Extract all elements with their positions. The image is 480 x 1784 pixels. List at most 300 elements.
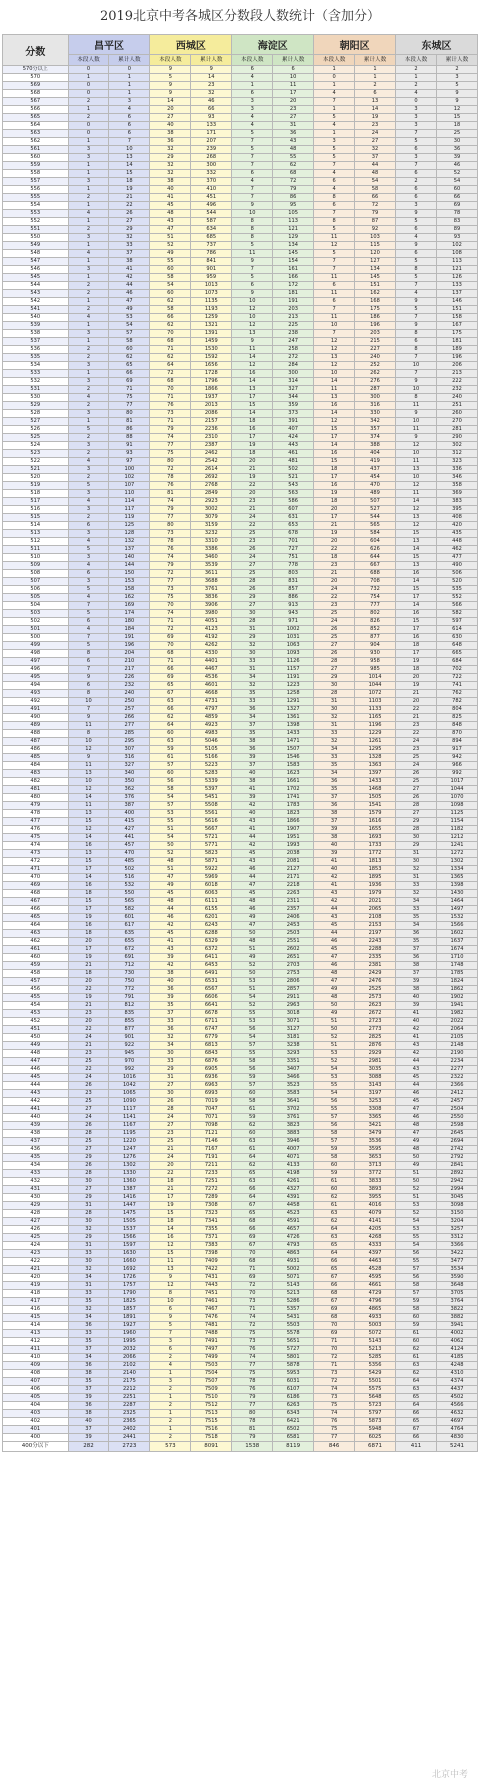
- cumulative-count-cell: 6421: [273, 1418, 314, 1426]
- cumulative-count-cell: 3257: [436, 1226, 477, 1234]
- table-row: [3, 458, 478, 466]
- segment-count-cell: 3: [396, 114, 437, 122]
- segment-count-cell: 75: [232, 1330, 273, 1338]
- segment-count-cell: 12: [396, 442, 437, 450]
- segment-count-cell: 45: [150, 930, 191, 938]
- segment-count-cell: 57: [396, 1290, 437, 1298]
- segment-count-cell: 4: [68, 498, 109, 506]
- score-cell: 455: [3, 994, 69, 1002]
- segment-count-cell: 5: [396, 274, 437, 282]
- cumulative-count-cell: 1579: [355, 810, 396, 818]
- cumulative-count-cell: 383: [436, 498, 477, 506]
- segment-count-cell: 2: [396, 66, 437, 74]
- cumulative-count-cell: 196: [355, 322, 396, 330]
- score-cell: 462: [3, 938, 69, 946]
- cumulative-count-cell: 5166: [191, 754, 232, 762]
- cumulative-count-cell: 563: [273, 490, 314, 498]
- segment-count-cell: 18: [314, 554, 355, 562]
- cumulative-count-cell: 27: [109, 218, 150, 226]
- segment-count-cell: 45: [314, 922, 355, 930]
- segment-count-cell: 59: [232, 1114, 273, 1122]
- segment-count-cell: 52: [396, 1186, 437, 1194]
- segment-count-cell: 1: [150, 1394, 191, 1402]
- cumulative-count-cell: 448: [436, 538, 477, 546]
- segment-count-cell: 32: [396, 890, 437, 898]
- cumulative-count-cell: 587: [191, 218, 232, 226]
- segment-count-cell: 44: [396, 1082, 437, 1090]
- cumulative-count-cell: 7491: [191, 1338, 232, 1346]
- cumulative-count-cell: 831: [273, 578, 314, 586]
- score-cell: 521: [3, 466, 69, 474]
- cumulative-count-cell: 1982: [436, 1010, 477, 1018]
- segment-count-cell: 76: [150, 402, 191, 410]
- cumulative-count-cell: 103: [355, 234, 396, 242]
- segment-count-cell: 4: [68, 458, 109, 466]
- cumulative-count-cell: 3648: [436, 1282, 477, 1290]
- cumulative-count-cell: 6641: [191, 1002, 232, 1010]
- segment-count-cell: 71: [150, 618, 191, 626]
- cumulative-count-cell: 7146: [191, 1138, 232, 1146]
- segment-count-cell: 74: [150, 498, 191, 506]
- cumulative-count-cell: 1430: [436, 890, 477, 898]
- segment-count-cell: 1: [68, 338, 109, 346]
- cumulative-count-cell: 2140: [109, 1370, 150, 1378]
- segment-count-cell: 4: [232, 74, 273, 82]
- segment-count-cell: 6: [314, 282, 355, 290]
- cumulative-count-cell: 300: [191, 162, 232, 170]
- segment-count-cell: 28: [396, 826, 437, 834]
- cumulative-count-cell: 69: [436, 202, 477, 210]
- cumulative-count-cell: 154: [273, 258, 314, 266]
- segment-count-cell: 6: [232, 90, 273, 98]
- segment-count-cell: 8: [314, 218, 355, 226]
- cumulative-count-cell: 527: [355, 506, 396, 514]
- table-row: [3, 202, 478, 210]
- cumulative-count-cell: 6876: [191, 1058, 232, 1066]
- cumulative-count-cell: 2892: [436, 1170, 477, 1178]
- cumulative-count-cell: 126: [436, 274, 477, 282]
- cumulative-count-cell: 13: [109, 154, 150, 162]
- cumulative-count-cell: 848: [436, 722, 477, 730]
- segment-count-cell: 31: [232, 666, 273, 674]
- cumulative-count-cell: 80: [109, 410, 150, 418]
- segment-count-cell: 5: [68, 610, 109, 618]
- cumulative-count-cell: 284: [273, 362, 314, 370]
- segment-count-cell: 40: [232, 770, 273, 778]
- segment-count-cell: 7: [68, 634, 109, 642]
- cumulative-count-cell: 1229: [355, 730, 396, 738]
- footer-cumulative-cell: 6871: [355, 1442, 396, 1452]
- segment-count-cell: 66: [314, 1258, 355, 1266]
- cumulative-count-cell: 2598: [436, 1122, 477, 1130]
- cumulative-count-cell: 146: [436, 298, 477, 306]
- cumulative-count-cell: 852: [355, 626, 396, 634]
- cumulative-count-cell: 958: [355, 658, 396, 666]
- cumulative-count-cell: 277: [109, 722, 150, 730]
- cumulative-count-cell: 1: [355, 66, 396, 74]
- segment-count-cell: 51: [150, 866, 191, 874]
- segment-count-cell: 12: [314, 346, 355, 354]
- score-cell: 422: [3, 1258, 69, 1266]
- segment-count-cell: 4: [68, 314, 109, 322]
- cumulative-count-cell: 5969: [191, 874, 232, 882]
- segment-count-cell: 19: [68, 914, 109, 922]
- cumulative-count-cell: 57: [109, 330, 150, 338]
- segment-count-cell: 4: [314, 90, 355, 98]
- segment-count-cell: 14: [314, 410, 355, 418]
- table-row: [3, 642, 478, 650]
- cumulative-count-cell: 87: [355, 218, 396, 226]
- segment-count-cell: 54: [150, 794, 191, 802]
- cumulative-count-cell: 162: [355, 290, 396, 298]
- segment-count-cell: 3: [232, 106, 273, 114]
- cumulative-count-cell: 4310: [436, 1370, 477, 1378]
- cumulative-count-cell: 1387: [109, 1186, 150, 1194]
- segment-count-cell: 63: [314, 1234, 355, 1242]
- segment-count-cell: 2: [68, 354, 109, 362]
- cumulative-count-cell: 7098: [191, 1122, 232, 1130]
- cumulative-count-cell: 1823: [273, 810, 314, 818]
- segment-count-cell: 2: [68, 434, 109, 442]
- cumulative-count-cell: 62: [109, 354, 150, 362]
- segment-count-cell: 9: [150, 90, 191, 98]
- cumulative-count-cell: 691: [109, 954, 150, 962]
- segment-count-cell: 32: [68, 1266, 109, 1274]
- segment-count-cell: 61: [314, 1202, 355, 1210]
- segment-count-cell: 18: [150, 1218, 191, 1226]
- cumulative-count-cell: 4062: [436, 1338, 477, 1346]
- cumulative-count-cell: 181: [273, 290, 314, 298]
- cumulative-count-cell: 374: [355, 434, 396, 442]
- cumulative-count-cell: 108: [436, 250, 477, 258]
- score-cell: 479: [3, 802, 69, 810]
- cumulative-count-cell: 894: [436, 738, 477, 746]
- segment-count-cell: 3: [68, 442, 109, 450]
- cumulative-count-cell: 3477: [436, 1258, 477, 1266]
- cumulative-count-cell: 232: [436, 386, 477, 394]
- cumulative-count-cell: 342: [355, 418, 396, 426]
- segment-count-cell: 33: [314, 754, 355, 762]
- cumulative-count-cell: 1391: [191, 330, 232, 338]
- cumulative-count-cell: 6491: [191, 970, 232, 978]
- segment-count-cell: 75: [150, 594, 191, 602]
- cumulative-count-cell: 451: [191, 194, 232, 202]
- segment-count-cell: 61: [396, 1330, 437, 1338]
- segment-count-cell: 3: [68, 146, 109, 154]
- segment-count-cell: 11: [314, 274, 355, 282]
- segment-count-cell: 34: [68, 1354, 109, 1362]
- cumulative-count-cell: 196: [436, 354, 477, 362]
- segment-count-cell: 1: [314, 130, 355, 138]
- segment-count-cell: 0: [68, 130, 109, 138]
- segment-count-cell: 4: [68, 210, 109, 218]
- segment-count-cell: 67: [232, 1242, 273, 1250]
- cumulative-count-cell: 3159: [191, 522, 232, 530]
- cumulative-count-cell: 1295: [355, 746, 396, 754]
- segment-count-cell: 63: [314, 1210, 355, 1218]
- segment-count-cell: 18: [314, 498, 355, 506]
- cumulative-count-cell: 1361: [273, 714, 314, 722]
- table-row: [3, 274, 478, 282]
- cumulative-count-cell: 2263: [273, 890, 314, 898]
- table-row: [3, 1002, 478, 1010]
- cumulative-count-cell: 4007: [273, 1146, 314, 1154]
- cumulative-count-cell: 137: [109, 546, 150, 554]
- cumulative-count-cell: 3308: [355, 1106, 396, 1114]
- cumulative-count-cell: 4327: [273, 1186, 314, 1194]
- score-cell: 522: [3, 458, 69, 466]
- segment-count-cell: 30: [232, 650, 273, 658]
- segment-count-cell: 18: [68, 890, 109, 898]
- table-row: [3, 306, 478, 314]
- cumulative-count-cell: 93: [436, 234, 477, 242]
- segment-count-cell: 18: [150, 1178, 191, 1186]
- cumulative-count-cell: 4261: [273, 1178, 314, 1186]
- segment-count-cell: 13: [150, 1266, 191, 1274]
- cumulative-count-cell: 4437: [436, 1386, 477, 1394]
- cumulative-count-cell: 175: [355, 306, 396, 314]
- segment-count-cell: 10: [232, 314, 273, 322]
- cumulative-count-cell: 437: [355, 466, 396, 474]
- cumulative-count-cell: 362: [109, 786, 150, 794]
- segment-count-cell: 10: [314, 370, 355, 378]
- cumulative-count-cell: 93: [191, 114, 232, 122]
- table-row: [3, 1018, 478, 1026]
- segment-count-cell: 45: [314, 946, 355, 954]
- segment-count-cell: 2: [68, 194, 109, 202]
- table-row: [3, 506, 478, 514]
- segment-count-cell: 81: [150, 490, 191, 498]
- segment-count-cell: 61: [232, 1146, 273, 1154]
- cumulative-count-cell: 4863: [273, 1250, 314, 1258]
- segment-count-cell: 54: [232, 1034, 273, 1042]
- segment-count-cell: 4: [232, 114, 273, 122]
- segment-count-cell: 14: [314, 378, 355, 386]
- segment-count-cell: 38: [232, 738, 273, 746]
- cumulative-count-cell: 196: [109, 642, 150, 650]
- cumulative-count-cell: 7341: [191, 1218, 232, 1226]
- segment-count-cell: 54: [150, 282, 191, 290]
- score-cell: 548: [3, 250, 69, 258]
- segment-count-cell: 2: [150, 1386, 191, 1394]
- segment-count-cell: 1: [68, 170, 109, 178]
- segment-count-cell: 36: [232, 746, 273, 754]
- cumulative-count-cell: 3421: [355, 1122, 396, 1130]
- cumulative-count-cell: 359: [273, 402, 314, 410]
- table-row: [3, 1426, 478, 1434]
- segment-count-cell: 1: [68, 186, 109, 194]
- table-row: [3, 498, 478, 506]
- cumulative-count-cell: 7289: [191, 1194, 232, 1202]
- table-row: [3, 298, 478, 306]
- score-cell: 421: [3, 1266, 69, 1274]
- cumulative-count-cell: 161: [273, 266, 314, 274]
- score-cell: 538: [3, 330, 69, 338]
- cumulative-count-cell: 496: [191, 202, 232, 210]
- cumulative-count-cell: 1661: [273, 778, 314, 786]
- segment-count-cell: 21: [232, 506, 273, 514]
- segment-count-cell: 77: [232, 1402, 273, 1410]
- segment-count-cell: 36: [68, 1402, 109, 1410]
- segment-count-cell: 67: [150, 690, 191, 698]
- score-cell: 484: [3, 762, 69, 770]
- segment-count-cell: 62: [150, 298, 191, 306]
- segment-count-cell: 19: [232, 442, 273, 450]
- segment-count-cell: 59: [396, 1298, 437, 1306]
- cumulative-count-cell: 1090: [109, 1098, 150, 1106]
- cumulative-count-cell: 2065: [355, 906, 396, 914]
- segment-count-cell: 43: [314, 890, 355, 898]
- segment-count-cell: 7: [396, 354, 437, 362]
- segment-count-cell: 47: [150, 226, 191, 234]
- score-cell: 520: [3, 474, 69, 482]
- cumulative-count-cell: 922: [109, 1042, 150, 1050]
- cumulative-count-cell: 4391: [273, 1194, 314, 1202]
- segment-count-cell: 62: [314, 1218, 355, 1226]
- score-cell: 555: [3, 194, 69, 202]
- segment-count-cell: 62: [150, 322, 191, 330]
- segment-count-cell: 29: [68, 1154, 109, 1162]
- cumulative-count-cell: 1065: [109, 1090, 150, 1098]
- segment-count-cell: 4: [68, 538, 109, 546]
- score-cell: 410: [3, 1354, 69, 1362]
- footer-cumulative-cell: 5241: [436, 1442, 477, 1452]
- score-cell: 418: [3, 1290, 69, 1298]
- cumulative-count-cell: 520: [436, 578, 477, 586]
- segment-count-cell: 33: [396, 882, 437, 890]
- cumulative-count-cell: 251: [436, 402, 477, 410]
- segment-count-cell: 37: [314, 794, 355, 802]
- cumulative-count-cell: 607: [273, 506, 314, 514]
- segment-count-cell: 14: [396, 498, 437, 506]
- segment-count-cell: 32: [150, 170, 191, 178]
- cumulative-count-cell: 1: [109, 82, 150, 90]
- table-row: [3, 1418, 478, 1426]
- segment-count-cell: 6: [232, 66, 273, 74]
- segment-count-cell: 73: [232, 1298, 273, 1306]
- segment-count-cell: 30: [150, 1050, 191, 1058]
- segment-count-cell: 3: [68, 410, 109, 418]
- segment-count-cell: 14: [232, 354, 273, 362]
- cumulative-count-cell: 133: [191, 122, 232, 130]
- segment-count-cell: 32: [68, 1306, 109, 1314]
- segment-count-cell: 26: [314, 626, 355, 634]
- score-cell: 529: [3, 402, 69, 410]
- segment-count-cell: 39: [232, 754, 273, 762]
- segment-count-cell: 72: [150, 370, 191, 378]
- segment-count-cell: 35: [314, 786, 355, 794]
- segment-count-cell: 1: [68, 74, 109, 82]
- segment-count-cell: 2: [68, 450, 109, 458]
- score-cell: 515: [3, 514, 69, 522]
- segment-count-cell: 44: [232, 874, 273, 882]
- cumulative-count-cell: 6186: [273, 1394, 314, 1402]
- segment-count-cell: 60: [396, 1314, 437, 1322]
- table-row: [3, 250, 478, 258]
- cumulative-count-cell: 250: [109, 698, 150, 706]
- segment-count-cell: 35: [314, 762, 355, 770]
- cumulative-count-cell: 300: [355, 394, 396, 402]
- table-row: [3, 1274, 478, 1282]
- cumulative-count-cell: 2287: [109, 1402, 150, 1410]
- segment-count-cell: 64: [396, 1402, 437, 1410]
- table-row: [3, 570, 478, 578]
- cumulative-count-cell: 2504: [436, 1106, 477, 1114]
- segment-count-cell: 45: [232, 850, 273, 858]
- cumulative-count-cell: 7251: [191, 1178, 232, 1186]
- cumulative-count-cell: 144: [109, 562, 150, 570]
- cumulative-count-cell: 3204: [436, 1218, 477, 1226]
- cumulative-count-cell: 370: [191, 178, 232, 186]
- segment-count-cell: 49: [232, 954, 273, 962]
- cumulative-count-cell: 1592: [191, 354, 232, 362]
- table-row: [3, 1122, 478, 1130]
- score-cell: 501: [3, 626, 69, 634]
- cumulative-count-cell: 2841: [436, 1162, 477, 1170]
- segment-count-cell: 57: [150, 802, 191, 810]
- segment-count-cell: 6: [68, 658, 109, 666]
- cumulative-count-cell: 9: [191, 66, 232, 74]
- cumulative-count-cell: 137: [436, 290, 477, 298]
- cumulative-count-cell: 1710: [436, 954, 477, 962]
- segment-count-cell: 68: [150, 338, 191, 346]
- cumulative-count-cell: 2387: [191, 442, 232, 450]
- segment-count-cell: 24: [314, 618, 355, 626]
- segment-count-cell: 23: [314, 602, 355, 610]
- cumulative-count-cell: 13: [355, 98, 396, 106]
- segment-count-cell: 7: [232, 154, 273, 162]
- cumulative-count-cell: 2942: [436, 1178, 477, 1186]
- cumulative-count-cell: 4333: [355, 1242, 396, 1250]
- cumulative-count-cell: 971: [273, 618, 314, 626]
- segment-count-cell: 66: [396, 1410, 437, 1418]
- segment-count-cell: 62: [314, 1194, 355, 1202]
- cumulative-count-cell: 5727: [273, 1346, 314, 1354]
- segment-count-cell: 4: [396, 290, 437, 298]
- cumulative-count-cell: 1072: [355, 690, 396, 698]
- cumulative-count-cell: 1363: [355, 762, 396, 770]
- cumulative-count-cell: 1195: [109, 1130, 150, 1138]
- segment-count-cell: 52: [150, 242, 191, 250]
- segment-count-cell: 14: [396, 546, 437, 554]
- table-row: [3, 522, 478, 530]
- segment-count-cell: 8: [232, 226, 273, 234]
- cumulative-count-cell: 672: [109, 946, 150, 954]
- segment-count-cell: 1: [314, 106, 355, 114]
- cumulative-count-cell: 2022: [436, 1018, 477, 1026]
- segment-count-cell: 55: [314, 1082, 355, 1090]
- cumulative-count-cell: 225: [273, 322, 314, 330]
- segment-count-cell: 16: [314, 450, 355, 458]
- segment-count-cell: 30: [314, 706, 355, 714]
- segment-count-cell: 12: [68, 746, 109, 754]
- cumulative-count-cell: 5431: [273, 1314, 314, 1322]
- segment-count-cell: 1: [232, 82, 273, 90]
- score-cell: 493: [3, 690, 69, 698]
- segment-count-cell: 20: [314, 578, 355, 586]
- cumulative-count-cell: 5213: [355, 1346, 396, 1354]
- cumulative-count-cell: 470: [355, 482, 396, 490]
- cumulative-count-cell: 6678: [191, 1010, 232, 1018]
- segment-count-cell: 14: [150, 98, 191, 106]
- segment-count-cell: 71: [314, 1362, 355, 1370]
- segment-count-cell: 73: [150, 530, 191, 538]
- segment-count-cell: 49: [232, 914, 273, 922]
- cumulative-count-cell: 83: [436, 218, 477, 226]
- table-row: [3, 1394, 478, 1402]
- cumulative-count-cell: 5003: [355, 1322, 396, 1330]
- segment-count-cell: 15: [150, 1210, 191, 1218]
